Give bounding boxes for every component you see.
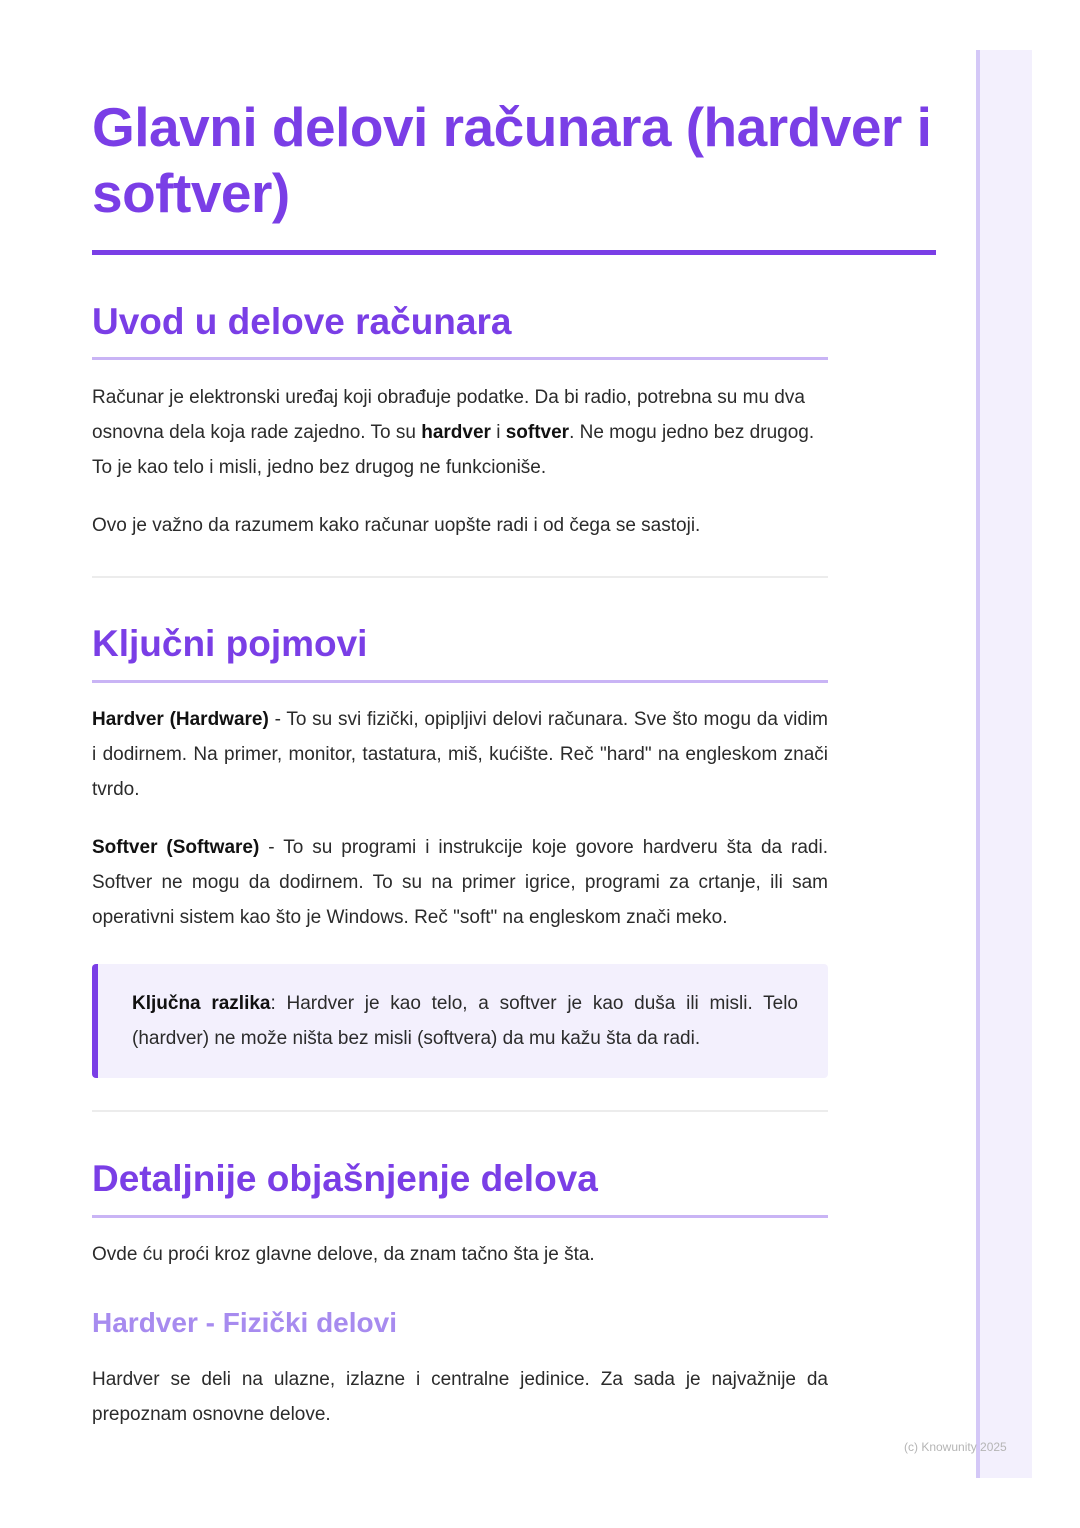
software-definition xyxy=(92,830,828,935)
section-heading-details: Detaljnije objašnjenje delova xyxy=(92,1158,598,1199)
section-underline xyxy=(92,357,828,360)
hardware-definition xyxy=(92,702,828,807)
copyright-footer: (c) Knowunity 2025 xyxy=(904,1440,1007,1454)
hardware-term: Hardver (Hardware) xyxy=(92,709,269,730)
subheading-hardware: Hardver - Fizički delovi xyxy=(92,1307,397,1338)
term-softver: softver xyxy=(505,422,570,443)
callout-text xyxy=(132,986,798,1056)
software-text: - To su programi i instrukcije koje govore hardveru šta da radi. Softver ne mogu da dodirnem. To su na primer igrice, programi za crtanje, ili sam operativni sistem kao što je Windows. Reč "soft" na engleskom znači meko. xyxy=(92,837,828,928)
intro-text: Računar je elektronski uređaj koji obrađuje podatke. Da bi radio, potrebna su mu dva osnovna dela koja rade zajedno. To su xyxy=(92,387,805,443)
intro-text: i xyxy=(490,422,506,443)
hardware-parts-paragraph: Hardver se deli na ulazne, izlazne i centralne jedinice. Za sada je najvažnije da prepoznam osnovne delove. xyxy=(92,1369,828,1425)
callout-term: Ključna razlika xyxy=(132,993,271,1014)
section-divider xyxy=(92,576,828,578)
software-term: Softver (Software) xyxy=(92,837,260,858)
side-panel xyxy=(976,50,1032,1478)
section-heading-intro: Uvod u delove računara xyxy=(92,301,512,342)
hardware-text: - To su svi fizički, opipljivi delovi računara. Sve što mogu da vidim i dodirnem. Na primer, monitor, tastatura, miš, kućište. Reč "hard" na engleskom znači tvrdo. xyxy=(92,709,828,800)
section-divider xyxy=(92,1110,828,1112)
intro-text: . Ne mogu jedno bez drugog. To je kao telo i misli, jedno bez drugog ne funkcioniše. xyxy=(92,422,815,478)
term-hardver: hardver xyxy=(421,422,491,443)
intro-paragraph-2: Ovo je važno da razumem kako računar uopšte radi i od čega se sastoji. xyxy=(92,515,701,536)
section-underline xyxy=(92,1215,828,1218)
intro-paragraph xyxy=(92,380,828,485)
details-paragraph: Ovde ću proći kroz glavne delove, da znam tačno šta je šta. xyxy=(92,1244,595,1265)
section-underline xyxy=(92,680,828,683)
key-difference-callout xyxy=(92,964,828,1078)
section-heading-key-terms: Ključni pojmovi xyxy=(92,623,368,664)
title-underline xyxy=(92,250,936,255)
callout-body: : Hardver je kao telo, a softver je kao duša ili misli. Telo (hardver) ne može ništa bez misli (softvera) da mu kažu šta da radi. xyxy=(132,993,798,1049)
page-title: Glavni delovi računara (hardver i softver) xyxy=(92,96,932,224)
